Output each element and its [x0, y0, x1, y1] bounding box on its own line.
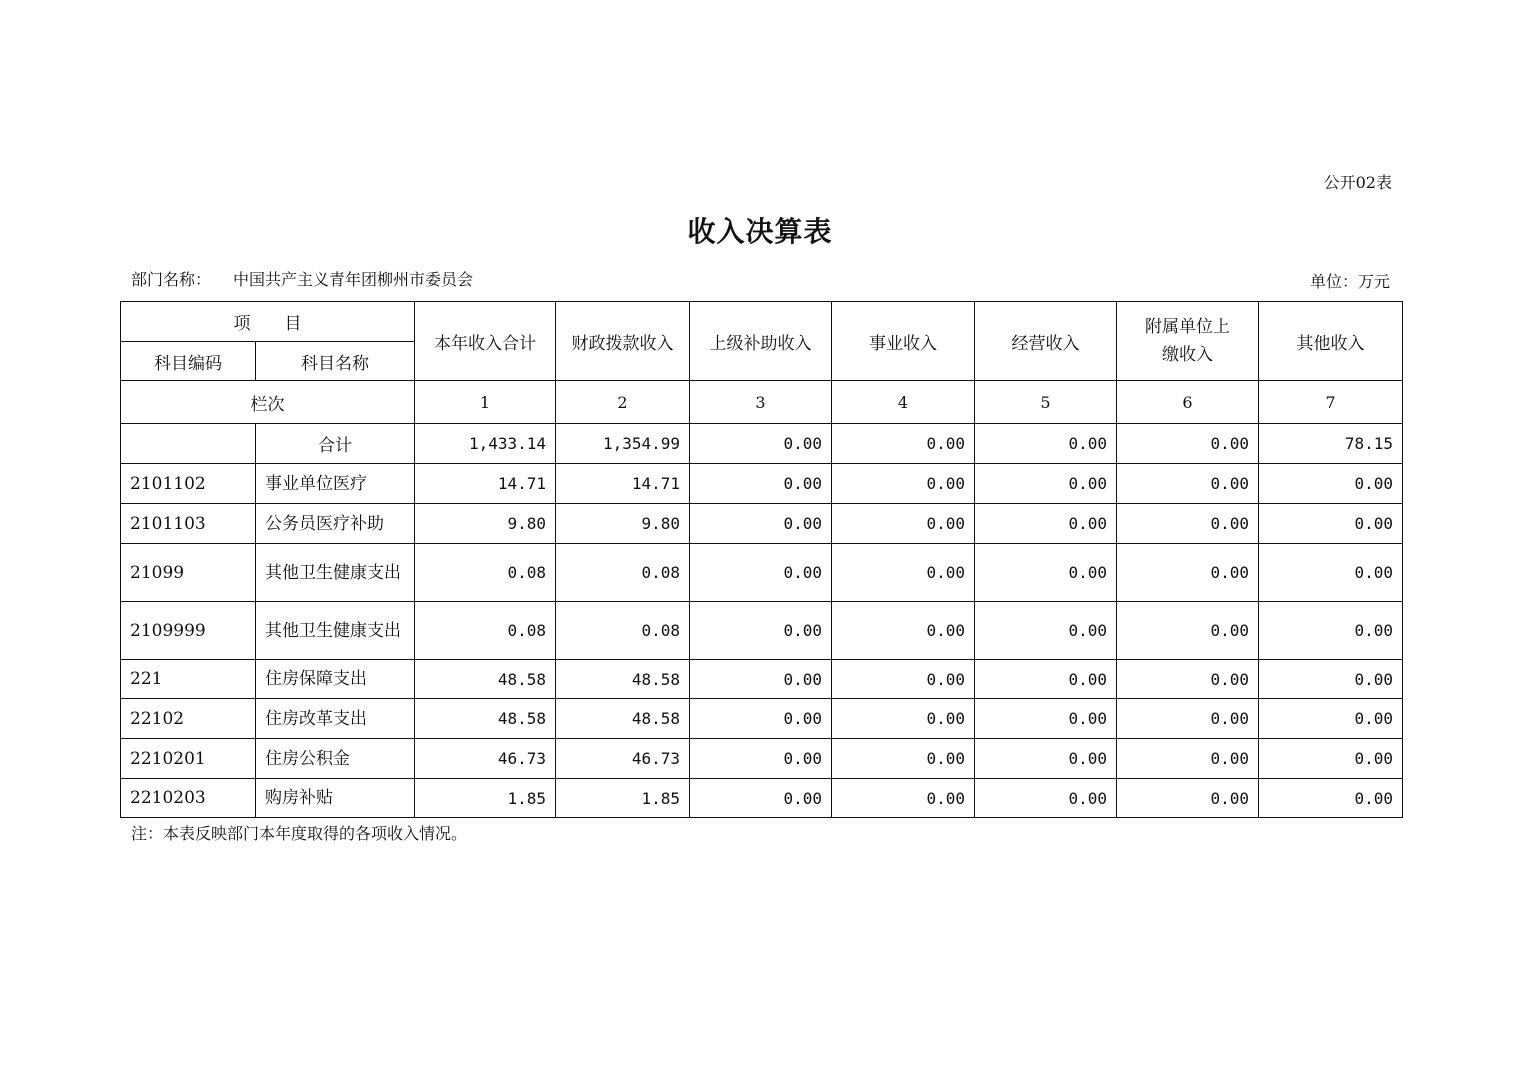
subject-code-cell: 2210201 — [121, 739, 256, 779]
value-cell: 0.00 — [975, 660, 1117, 699]
value-cell: 0.00 — [1117, 660, 1259, 699]
column-header: 上级补助收入 — [690, 302, 832, 381]
column-number: 4 — [832, 381, 975, 424]
value-cell: 0.08 — [556, 544, 690, 602]
value-cell: 0.00 — [690, 464, 832, 504]
value-cell: 0.00 — [1117, 544, 1259, 602]
subject-name-cell: 住房改革支出 — [256, 699, 415, 739]
subject-name-header: 科目名称 — [256, 342, 415, 381]
subject-code-cell: 22102 — [121, 699, 256, 739]
value-cell: 0.00 — [832, 504, 975, 544]
value-cell: 0.00 — [832, 544, 975, 602]
value-cell: 0.00 — [832, 602, 975, 660]
value-cell: 0.08 — [415, 602, 556, 660]
column-number: 1 — [415, 381, 556, 424]
department-value: 中国共产主义青年团柳州市委员会 — [233, 270, 474, 289]
value-cell: 0.00 — [1259, 779, 1403, 818]
column-number: 2 — [556, 381, 690, 424]
value-cell: 0.00 — [1117, 464, 1259, 504]
value-cell: 0.00 — [690, 424, 832, 464]
value-cell: 0.00 — [975, 779, 1117, 818]
value-cell: 46.73 — [556, 739, 690, 779]
value-cell: 0.00 — [690, 699, 832, 739]
subject-code-cell — [121, 424, 256, 464]
table-row — [121, 699, 1403, 739]
column-number: 3 — [690, 381, 832, 424]
unit-label: 单位：万元 — [1309, 272, 1390, 291]
subject-name-cell: 住房公积金 — [256, 739, 415, 779]
value-cell: 0.00 — [1259, 504, 1403, 544]
value-cell: 46.73 — [415, 739, 556, 779]
column-header: 经营收入 — [975, 302, 1117, 381]
subject-code-cell: 2109999 — [121, 602, 256, 660]
form-code: 公开02表 — [1323, 173, 1392, 192]
column-header: 事业收入 — [832, 302, 975, 381]
value-cell: 9.80 — [415, 504, 556, 544]
value-cell: 1.85 — [415, 779, 556, 818]
value-cell: 0.00 — [1117, 504, 1259, 544]
value-cell: 0.00 — [690, 779, 832, 818]
subject-name-cell: 其他卫生健康支出 — [256, 602, 415, 660]
subject-name-cell: 住房保障支出 — [256, 660, 415, 699]
column-header: 其他收入 — [1259, 302, 1403, 381]
item-group-header: 项 目 — [121, 302, 415, 342]
value-cell: 0.00 — [832, 739, 975, 779]
subject-name-cell: 公务员医疗补助 — [256, 504, 415, 544]
value-cell: 0.00 — [832, 779, 975, 818]
subject-code-cell: 221 — [121, 660, 256, 699]
value-cell: 0.00 — [1259, 660, 1403, 699]
value-cell: 0.00 — [1117, 602, 1259, 660]
table-row — [121, 602, 1403, 660]
column-number: 6 — [1117, 381, 1259, 424]
table-row — [121, 544, 1403, 602]
subject-name-cell: 购房补贴 — [256, 779, 415, 818]
value-cell: 0.00 — [1117, 739, 1259, 779]
value-cell: 0.00 — [1259, 464, 1403, 504]
value-cell: 14.71 — [556, 464, 690, 504]
value-cell: 48.58 — [556, 699, 690, 739]
subject-code-cell: 21099 — [121, 544, 256, 602]
value-cell: 0.00 — [975, 424, 1117, 464]
value-cell: 0.00 — [690, 602, 832, 660]
value-cell: 0.00 — [690, 504, 832, 544]
value-cell: 1,354.99 — [556, 424, 690, 464]
value-cell: 0.00 — [975, 544, 1117, 602]
row-index-label: 栏次 — [121, 381, 415, 424]
department-line — [131, 267, 473, 290]
column-number: 5 — [975, 381, 1117, 424]
department-label: 部门名称： — [131, 270, 212, 289]
column-header: 财政拨款收入 — [556, 302, 690, 381]
page-title: 收入决算表 — [687, 215, 833, 248]
total-row — [121, 424, 1403, 464]
value-cell: 0.00 — [690, 660, 832, 699]
column-number: 7 — [1259, 381, 1403, 424]
table-row — [121, 779, 1403, 818]
column-header: 本年收入合计 — [415, 302, 556, 381]
value-cell: 0.00 — [975, 699, 1117, 739]
value-cell: 48.58 — [415, 699, 556, 739]
value-cell: 0.00 — [975, 602, 1117, 660]
value-cell: 14.71 — [415, 464, 556, 504]
value-cell: 78.15 — [1259, 424, 1403, 464]
value-cell: 0.00 — [832, 699, 975, 739]
value-cell: 48.58 — [415, 660, 556, 699]
column-header: 附属单位上缴收入 — [1117, 302, 1259, 381]
value-cell: 0.00 — [1259, 544, 1403, 602]
table-row — [121, 660, 1403, 699]
value-cell: 48.58 — [556, 660, 690, 699]
value-cell: 0.00 — [1117, 779, 1259, 818]
value-cell: 0.00 — [975, 464, 1117, 504]
table-row — [121, 739, 1403, 779]
value-cell: 0.00 — [832, 464, 975, 504]
footnote: 注：本表反映部门本年度取得的各项收入情况。 — [131, 824, 468, 843]
subject-name-cell: 事业单位医疗 — [256, 464, 415, 504]
value-cell: 0.00 — [1259, 739, 1403, 779]
value-cell: 0.00 — [1259, 699, 1403, 739]
subject-code-header: 科目编码 — [121, 342, 256, 381]
value-cell: 0.00 — [975, 504, 1117, 544]
value-cell: 0.00 — [690, 739, 832, 779]
table-row — [121, 504, 1403, 544]
subject-code-cell: 2101103 — [121, 504, 256, 544]
value-cell: 0.00 — [832, 424, 975, 464]
income-table — [120, 301, 1403, 818]
subject-code-cell: 2210203 — [121, 779, 256, 818]
value-cell: 1.85 — [556, 779, 690, 818]
table-header — [121, 302, 1403, 424]
value-cell: 0.00 — [1117, 699, 1259, 739]
value-cell: 0.08 — [415, 544, 556, 602]
value-cell: 0.00 — [1259, 602, 1403, 660]
total-label: 合计 — [256, 424, 415, 464]
value-cell: 0.00 — [690, 544, 832, 602]
subject-name-cell: 其他卫生健康支出 — [256, 544, 415, 602]
value-cell: 0.00 — [1117, 424, 1259, 464]
value-cell: 0.08 — [556, 602, 690, 660]
value-cell: 9.80 — [556, 504, 690, 544]
table-row — [121, 464, 1403, 504]
subject-code-cell: 2101102 — [121, 464, 256, 504]
value-cell: 0.00 — [975, 739, 1117, 779]
table-body — [121, 424, 1403, 818]
value-cell: 1,433.14 — [415, 424, 556, 464]
value-cell: 0.00 — [832, 660, 975, 699]
